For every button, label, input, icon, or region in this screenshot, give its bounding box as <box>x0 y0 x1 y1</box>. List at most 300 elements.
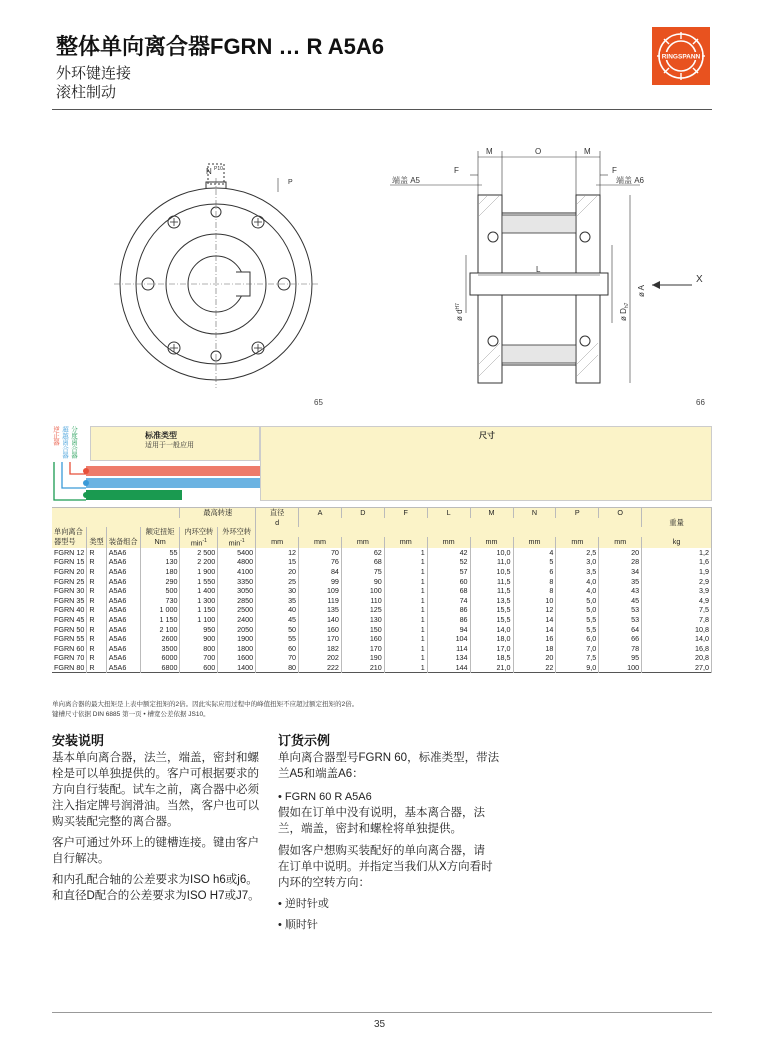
order-intro: 单向离合器型号FGRN 60，标准类型，带法 兰A5和端盖A6： <box>278 752 500 780</box>
table-cell: 160 <box>299 625 342 635</box>
th-p: P <box>556 508 599 518</box>
th-torque-unit: Nm <box>140 537 180 548</box>
table-cell: 1 900 <box>180 567 218 577</box>
label-f-1: F <box>454 166 459 175</box>
table-cell: 7,5 <box>642 605 712 615</box>
table-cell: A5A6 <box>106 653 140 663</box>
table-cell: 1,6 <box>642 557 712 567</box>
table-cell: 12 <box>513 605 556 615</box>
table-cell: A5A6 <box>106 634 140 644</box>
table-cell: A5A6 <box>106 625 140 635</box>
table-cell: 86 <box>427 615 470 625</box>
table-cell: 6,0 <box>556 634 599 644</box>
table-cell: 4100 <box>218 567 256 577</box>
table-cell: 45 <box>599 596 642 606</box>
table-cell: FGRN 35 <box>52 596 87 606</box>
table-cell: 16,8 <box>642 644 712 654</box>
table-cell: 180 <box>140 567 180 577</box>
table-cell: 170 <box>299 634 342 644</box>
table-cell: A5A6 <box>106 557 140 567</box>
table-cell: 74 <box>427 596 470 606</box>
table-cell: 5,0 <box>556 596 599 606</box>
table-cell: A5A6 <box>106 644 140 654</box>
table-cell: R <box>87 577 106 587</box>
table-cell: 15,5 <box>470 605 513 615</box>
table-cell: 5 <box>513 557 556 567</box>
front-view-drawing <box>110 160 330 390</box>
table-cell: A5A6 <box>106 586 140 596</box>
table-cell: FGRN 45 <box>52 615 87 625</box>
th-mm-a: mm <box>299 537 342 548</box>
table-cell: 5,5 <box>556 615 599 625</box>
table-cell: 1,9 <box>642 567 712 577</box>
table-cell: 170 <box>341 644 384 654</box>
table-cell: 3,5 <box>556 567 599 577</box>
table-cell: 11,0 <box>470 557 513 567</box>
footer-rule <box>52 1012 712 1013</box>
table-cell: 160 <box>341 634 384 644</box>
table-cell: 30 <box>256 586 299 596</box>
th-mm-p: mm <box>556 537 599 548</box>
table-cell: 64 <box>599 625 642 635</box>
table-cell: 4800 <box>218 557 256 567</box>
table-cell: 800 <box>180 644 218 654</box>
table-cell: 4,0 <box>556 586 599 596</box>
table-cell: FGRN 80 <box>52 663 87 673</box>
table-cell: 1 300 <box>180 596 218 606</box>
table-cell: A5A6 <box>106 605 140 615</box>
label-o: O <box>535 147 542 156</box>
table-cell: 14 <box>513 615 556 625</box>
table-cell: 135 <box>299 605 342 615</box>
table-cell: 66 <box>599 634 642 644</box>
th-weight: 重量 <box>642 518 712 528</box>
table-row <box>52 596 712 606</box>
th-outer-sup: -1 <box>240 537 245 544</box>
label-d: ø d <box>455 309 464 321</box>
table-cell: 10,0 <box>470 548 513 558</box>
standard-type-header <box>90 426 260 461</box>
th-m: M <box>470 508 513 518</box>
table-row <box>52 557 712 567</box>
dimensions-header <box>260 426 712 501</box>
order-option-cw: • 顺时针 <box>278 919 318 931</box>
table-cell: 134 <box>427 653 470 663</box>
table-cell: 86 <box>427 605 470 615</box>
table-cell: 4,9 <box>642 596 712 606</box>
table-row <box>52 644 712 654</box>
table-cell: 1 <box>384 615 427 625</box>
table-row <box>52 634 712 644</box>
table-cell: 3050 <box>218 586 256 596</box>
table-cell: 6000 <box>140 653 180 663</box>
table-cell: 1400 <box>218 663 256 673</box>
table-cell: 2500 <box>218 605 256 615</box>
table-cell: 900 <box>180 634 218 644</box>
table-cell: 140 <box>299 615 342 625</box>
table-cell: 202 <box>299 653 342 663</box>
table-cell: R <box>87 663 106 673</box>
th-n: N <box>513 508 556 518</box>
table-cell: 3350 <box>218 577 256 587</box>
table-cell: FGRN 40 <box>52 605 87 615</box>
table-cell: 14 <box>513 625 556 635</box>
table-cell: 70 <box>299 548 342 558</box>
table-cell: 1 <box>384 605 427 615</box>
th-outer: 外环空转 <box>218 527 256 537</box>
th-mm-dd: mm <box>341 537 384 548</box>
table-cell: 20,8 <box>642 653 712 663</box>
table-cell: 104 <box>427 634 470 644</box>
th-mm-n: mm <box>513 537 556 548</box>
table-cell: A5A6 <box>106 596 140 606</box>
table-cell: A5A6 <box>106 567 140 577</box>
table-cell: 1 <box>384 586 427 596</box>
type-label-backstop: 逆止器 <box>52 426 59 446</box>
table-cell: 2,5 <box>556 548 599 558</box>
label-cover-a5: 端盖 A5 <box>392 176 421 185</box>
th-mm-d: mm <box>256 537 299 548</box>
table-cell: 57 <box>427 567 470 577</box>
table-cell: 35 <box>599 577 642 587</box>
table-cell: 5,0 <box>556 605 599 615</box>
table-cell: 45 <box>256 615 299 625</box>
table-cell: 80 <box>256 663 299 673</box>
table-cell: 290 <box>140 577 180 587</box>
table-cell: R <box>87 625 106 635</box>
table-cell: 17,0 <box>470 644 513 654</box>
label-n: N <box>206 167 212 176</box>
th-mm-m: mm <box>470 537 513 548</box>
table-cell: 109 <box>299 586 342 596</box>
label-d-sup: H7 <box>455 303 461 310</box>
table-cell: 1 550 <box>180 577 218 587</box>
type-stripes <box>50 462 262 504</box>
table-cell: A5A6 <box>106 548 140 558</box>
order-p1: 假如在订单中没有说明，基本离合器，法 兰，端盖，密封和螺栓将单独提供。 <box>278 807 485 835</box>
table-cell: FGRN 25 <box>52 577 87 587</box>
label-l: L <box>536 265 541 274</box>
install-body <box>52 750 272 904</box>
table-cell: 190 <box>341 653 384 663</box>
install-p1: 基本单向离合器，法兰，端盖，密封和螺 栓是可以单独提供的。客户可根据要求的 方向自行装配。试车之前，离合器中必须 注入指定牌号润滑油。当然，客户也可以 购买装配完整的离合器。 <box>52 752 259 828</box>
table-cell: 2 500 <box>180 548 218 558</box>
label-p: P <box>288 179 293 186</box>
table-cell: 1 400 <box>180 586 218 596</box>
table-cell: 60 <box>256 644 299 654</box>
table-row <box>52 577 712 587</box>
th-max-speed: 最高转速 <box>180 508 256 518</box>
th-model-1: 单向离合 <box>52 527 87 537</box>
table-cell: 14,0 <box>642 634 712 644</box>
table-cell: R <box>87 586 106 596</box>
table-cell: 210 <box>341 663 384 673</box>
table-cell: 7,5 <box>556 653 599 663</box>
table-cell: 55 <box>256 634 299 644</box>
table-cell: 130 <box>341 615 384 625</box>
table-cell: 110 <box>341 596 384 606</box>
th-f: F <box>384 508 427 518</box>
table-cell: 43 <box>599 586 642 596</box>
figure-number-65: 65 <box>314 398 323 407</box>
table-cell: 94 <box>427 625 470 635</box>
table-cell: FGRN 30 <box>52 586 87 596</box>
page-number: 35 <box>374 1019 386 1030</box>
table-cell: 1900 <box>218 634 256 644</box>
table-cell: 27,0 <box>642 663 712 673</box>
table-cell: A5A6 <box>106 663 140 673</box>
table-cell: 40 <box>256 605 299 615</box>
label-m-1: M <box>486 147 493 156</box>
install-p3: 和内孔配合轴的公差要求为ISO h6或j6。 和直径D配合的公差要求为ISO H7或J7。 <box>52 874 260 902</box>
table-cell: 600 <box>180 663 218 673</box>
dimensions-label: 尺寸 <box>479 431 495 440</box>
table-cell: 7,0 <box>556 644 599 654</box>
table-cell: 100 <box>341 586 384 596</box>
table-cell: 3500 <box>140 644 180 654</box>
table-cell: 1 100 <box>180 615 218 625</box>
table-cell: 50 <box>256 625 299 635</box>
order-body <box>278 750 508 933</box>
table-cell: 1 <box>384 634 427 644</box>
th-bore-sym: d <box>256 518 299 528</box>
table-cell: 1 <box>384 625 427 635</box>
th-bore: 直径 <box>256 508 299 518</box>
table-cell: 35 <box>256 596 299 606</box>
table-cell: 950 <box>180 625 218 635</box>
table-cell: 150 <box>341 625 384 635</box>
table-cell: 3,0 <box>556 557 599 567</box>
table-cell: R <box>87 567 106 577</box>
table-cell: R <box>87 605 106 615</box>
table-cell: FGRN 12 <box>52 548 87 558</box>
table-note-2: 键槽尺寸依据 DIN 6885 第一页 • 槽宽公差依据 JS10。 <box>52 711 210 718</box>
table-cell: 4 <box>513 548 556 558</box>
table-cell: 11,5 <box>470 577 513 587</box>
th-mm-f: mm <box>384 537 427 548</box>
th-kg: kg <box>642 537 712 548</box>
type-label-overrunning: 超越离合器 <box>61 426 68 459</box>
th-blank <box>52 508 180 518</box>
th-blank-2 <box>642 508 712 518</box>
table-cell: 1 <box>384 577 427 587</box>
table-cell: 78 <box>599 644 642 654</box>
table-cell: FGRN 55 <box>52 634 87 644</box>
table-cell: 2400 <box>218 615 256 625</box>
table-cell: 8 <box>513 577 556 587</box>
label-x: X <box>696 274 703 285</box>
table-cell: 1 <box>384 663 427 673</box>
table-cell: 42 <box>427 548 470 558</box>
order-option-ccw: • 逆时针或 <box>278 898 329 910</box>
table-cell: 8 <box>513 586 556 596</box>
table-cell: FGRN 20 <box>52 567 87 577</box>
figure-number-66: 66 <box>696 398 705 407</box>
table-cell: 62 <box>341 548 384 558</box>
label-cover-a6: 端盖 A6 <box>616 176 645 185</box>
table-cell: 119 <box>299 596 342 606</box>
table-cell: 1 000 <box>140 605 180 615</box>
table-row <box>52 548 712 558</box>
table-cell: 34 <box>599 567 642 577</box>
table-cell: A5A6 <box>106 577 140 587</box>
table-cell: R <box>87 596 106 606</box>
table-cell: 68 <box>341 557 384 567</box>
svg-text:ø Dh7 <box>619 302 630 321</box>
table-cell: 182 <box>299 644 342 654</box>
table-cell: 75 <box>341 567 384 577</box>
table-cell: 3,9 <box>642 586 712 596</box>
standard-type-label: 标准类型 <box>145 431 177 440</box>
table-cell: 10,8 <box>642 625 712 635</box>
th-assembly: 装备组合 <box>106 537 140 548</box>
table-cell: 18,5 <box>470 653 513 663</box>
table-cell: 15,5 <box>470 615 513 625</box>
table-cell: 7,8 <box>642 615 712 625</box>
th-type: 类型 <box>87 537 106 548</box>
th-inner: 内环空转 <box>180 527 218 537</box>
th-torque: 额定扭矩 <box>140 527 180 537</box>
table-cell: 12 <box>256 548 299 558</box>
subtitle-line-1: 外环键连接 <box>56 65 132 82</box>
th-outer-unit: min <box>228 538 241 548</box>
order-p2: 假如客户想购买装配好的单向离合器，请 在订单中说明。并指定当我们从X方向看时 内环的空转方向： <box>278 845 493 889</box>
table-cell: 5,5 <box>556 625 599 635</box>
table-cell: 99 <box>299 577 342 587</box>
table-cell: 20 <box>513 653 556 663</box>
label-f-2: F <box>612 166 617 175</box>
label-m-2: M <box>584 147 591 156</box>
label-p10: P10 <box>214 166 223 172</box>
table-cell: 2,9 <box>642 577 712 587</box>
table-cell: 76 <box>299 557 342 567</box>
table-cell: 2050 <box>218 625 256 635</box>
install-p2: 客户可通过外环上的键槽连接。键由客户 自行解决。 <box>52 837 259 865</box>
table-cell: 5400 <box>218 548 256 558</box>
table-cell: 100 <box>599 663 642 673</box>
table-cell: 18,0 <box>470 634 513 644</box>
th-d: D <box>341 508 384 518</box>
table-cell: 68 <box>427 586 470 596</box>
svg-text:ø dH7 <box>455 303 464 321</box>
table-cell: 14,0 <box>470 625 513 635</box>
order-title: 订货示例 <box>278 733 331 748</box>
table-cell: 4,0 <box>556 577 599 587</box>
table-cell: FGRN 15 <box>52 557 87 567</box>
th-mm-o: mm <box>599 537 642 548</box>
table-cell: 53 <box>599 615 642 625</box>
table-cell: 1 150 <box>140 615 180 625</box>
table-cell: 10 <box>513 596 556 606</box>
table-cell: 22 <box>513 663 556 673</box>
table-cell: 1 <box>384 567 427 577</box>
table-row <box>52 567 712 577</box>
table-cell: 13,5 <box>470 596 513 606</box>
table-cell: 6800 <box>140 663 180 673</box>
table-cell: R <box>87 644 106 654</box>
table-cell: 500 <box>140 586 180 596</box>
table-cell: 84 <box>299 567 342 577</box>
table-cell: 222 <box>299 663 342 673</box>
table-row <box>52 615 712 625</box>
table-cell: 11,5 <box>470 586 513 596</box>
table-note-1: 单向离合器的最大扭矩是上表中额定扭矩的2倍。因此实际应用过程中的峰值扭矩不应超过额定扭矩的2倍。 <box>52 701 359 708</box>
table-cell: R <box>87 557 106 567</box>
spec-table <box>52 507 712 673</box>
table-cell: 20 <box>599 548 642 558</box>
table-cell: 1800 <box>218 644 256 654</box>
table-row <box>52 653 712 663</box>
table-row <box>52 605 712 615</box>
table-row <box>52 586 712 596</box>
table-cell: 1 150 <box>180 605 218 615</box>
table-cell: R <box>87 615 106 625</box>
standard-type-sub: 适用于一般应用 <box>145 442 194 449</box>
table-cell: 1600 <box>218 653 256 663</box>
table-cell: 730 <box>140 596 180 606</box>
label-a: ø A <box>637 284 646 297</box>
label-dd-sub: h7 <box>624 302 630 309</box>
table-row <box>52 663 712 673</box>
table-cell: R <box>87 634 106 644</box>
table-cell: 60 <box>427 577 470 587</box>
table-cell: 18 <box>513 644 556 654</box>
table-cell: 1 <box>384 548 427 558</box>
table-cell: FGRN 70 <box>52 653 87 663</box>
table-cell: 15 <box>256 557 299 567</box>
th-a: A <box>299 508 342 518</box>
table-cell: 130 <box>140 557 180 567</box>
table-cell: 25 <box>256 577 299 587</box>
label-dd: ø D <box>619 308 628 321</box>
th-inner-unit: min <box>190 538 203 548</box>
table-cell: 1 <box>384 596 427 606</box>
install-title: 安装说明 <box>52 733 105 748</box>
table-cell: 28 <box>599 557 642 567</box>
table-cell: 20 <box>256 567 299 577</box>
table-cell: 70 <box>256 653 299 663</box>
table-row <box>52 625 712 635</box>
table-cell: 2 100 <box>140 625 180 635</box>
table-cell: 95 <box>599 653 642 663</box>
table-cell: 6 <box>513 567 556 577</box>
ringspann-logo <box>652 27 710 85</box>
table-cell: FGRN 50 <box>52 625 87 635</box>
table-cell: 21,0 <box>470 663 513 673</box>
table-cell: 52 <box>427 557 470 567</box>
table-cell: 1,2 <box>642 548 712 558</box>
table-cell: 9,0 <box>556 663 599 673</box>
th-o: O <box>599 508 642 518</box>
table-cell: 1 <box>384 644 427 654</box>
th-model-2: 器型号 <box>52 537 87 548</box>
table-cell: 144 <box>427 663 470 673</box>
page-title: 整体单向离合器FGRN … R A5A6 <box>56 34 384 59</box>
table-cell: 2 200 <box>180 557 218 567</box>
table-cell: R <box>87 548 106 558</box>
order-code: • FGRN 60 R A5A6 <box>278 791 372 803</box>
header-rule <box>52 109 712 110</box>
th-inner-sup: -1 <box>202 537 207 544</box>
table-cell: R <box>87 653 106 663</box>
th-mm-l: mm <box>427 537 470 548</box>
table-cell: 125 <box>341 605 384 615</box>
subtitle-line-2: 滚柱制动 <box>56 84 117 101</box>
table-cell: 1 <box>384 653 427 663</box>
table-cell: A5A6 <box>106 615 140 625</box>
table-cell: 10,5 <box>470 567 513 577</box>
logo-text: RINGSPANN <box>661 53 701 61</box>
